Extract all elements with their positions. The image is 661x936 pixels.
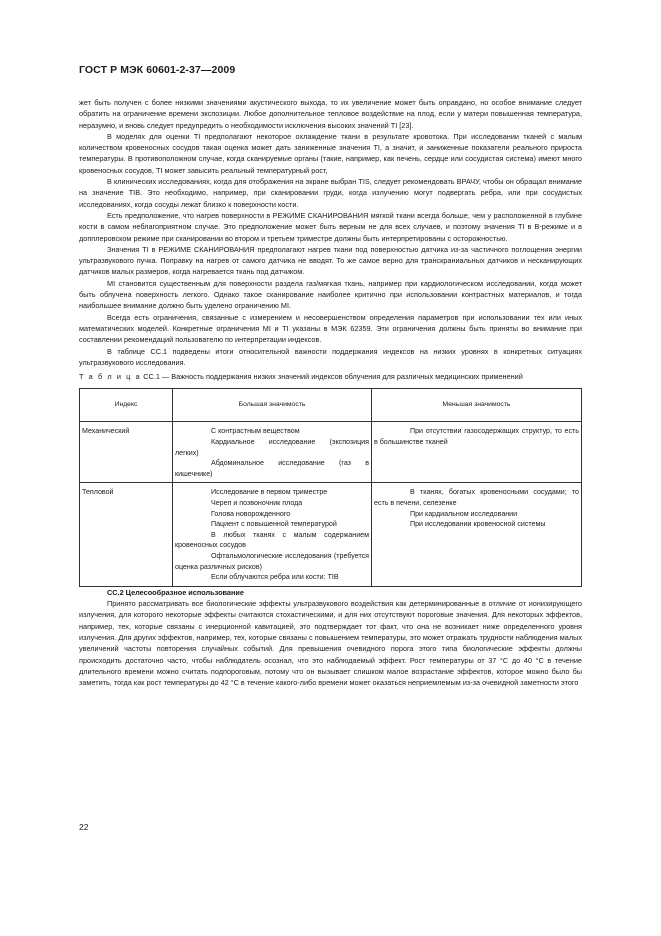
body-paragraph: В клинических исследованиях, когда для отображения на экране выбран TIS, следует рекомендовать ВРАЧУ, чтобы он обращал внимание на значение TIB. Это необходимо, например, при сканировании груди, когда излучению могут подвергать ребра, или при сосудистых исследованиях, когда сосуды лежат близко к поверхности кости. bbox=[79, 177, 582, 209]
table-caption bbox=[79, 371, 582, 382]
document-body bbox=[79, 97, 582, 688]
table-cell-item: Офтальмологические исследования (требуется оценка различных рисков) bbox=[175, 551, 369, 571]
page-number: 22 bbox=[79, 822, 89, 832]
body-paragraph: Есть предположение, что нагрев поверхности в РЕЖИМЕ СКАНИРОВАНИЯ мягкой ткани всегда больше, чем у расположенной в глубине кости в самом неблагоприятном случае. Это предположение может быть верным не для всех случаев, и поэтому значения TI в В-режиме и в допплеровском режиме при сканировании во втором и третьем триместре должны быть интерпретированы с осторожностью. bbox=[79, 210, 582, 243]
table-cell-index: Тепловой bbox=[80, 483, 173, 586]
table-cell-item: Абдоминальное исследование (газ в кишечнике) bbox=[175, 459, 369, 478]
importance-table bbox=[79, 388, 582, 586]
body-paragraph: Всегда есть ограничения, связанные с измерением и несовершенством определения параметров при использовании тех или иных математических моделей. Конкретные ограничения MI и TI указаны в МЭК 62359. Эти ограничения должны быть приняты во внимание при составлении рекомендаций пользователю по интерпретации индексов. bbox=[79, 312, 582, 345]
table-cell-item: В тканях, богатых кровеносными сосудами; то есть в печени, селезенке bbox=[374, 488, 579, 507]
table-cell-high bbox=[173, 483, 372, 586]
table-header-high: Большая значимость bbox=[173, 389, 372, 422]
body-paragraph: В моделях для оценки TI предполагают некоторое охлаждение ткани в результате кровотока. При исследовании тканей с малым количеством кровеносных сосудов такая оценка может дать заниженные значения TI, а значит, и заниженные показатели реального прироста температуры. В противоположном случае, когда сканируемые органы (такие, например, как печень, сердце или сосудистая система) имеют много кровеносных сосудов, TI может завысить реальный температурный рост, bbox=[79, 131, 582, 175]
section-title: СС.2 Целесообразное использование bbox=[107, 587, 244, 597]
table-body bbox=[80, 422, 582, 586]
table-cell-item: При кардиальном исследовании bbox=[410, 509, 518, 518]
table-cell-item: С контрастным веществом bbox=[211, 427, 300, 436]
table-cell-item: Исследование в первом триместре bbox=[211, 488, 328, 497]
document-header: ГОСТ Р МЭК 60601-2-37—2009 bbox=[79, 64, 236, 76]
body-paragraph: Значения TI в РЕЖИМЕ СКАНИРОВАНИЯ предполагают нагрев ткани под поверхностью датчика из-за частичного поглощения энергии ультразвукового пучка. Поправку на нагрев от самого датчика не вводят. То же самое верно для транскраниальных датчиков и несканирующих датчиков малых размеров, когда нагревается ткань под датчиком. bbox=[79, 244, 582, 277]
table-cell-item: Голова новорожденного bbox=[211, 509, 291, 518]
table-cell-low bbox=[372, 422, 582, 483]
table-header-row bbox=[80, 389, 582, 422]
paragraph-list bbox=[79, 97, 582, 368]
table-cell-high bbox=[173, 422, 372, 483]
body-paragraph: MI становится существенным для поверхности раздела газ/мягкая ткань, например при кардиологическом исследовании, когда может быть облучена поверхность легкого. Однако такое сканирование наиболее критично при использовании контрастных материалов, и тогда наибольшее внимание должно быть уделено ограничению MI. bbox=[79, 278, 582, 311]
table-cell-index: Механический bbox=[80, 422, 173, 483]
table-header-low: Меньшая значимость bbox=[372, 389, 582, 422]
body-paragraph: В таблице СС.1 подведены итоги относительной важности поддержания индексов на низких уровнях в конкретных ситуациях ультразвукового исследования. bbox=[79, 346, 582, 367]
body-paragraph: жет быть получен с более низкими значениями акустического выхода, то их увеличение может быть оправдано, но особое внимание следует обратить на ограничение времени экспозиции. Любое дополнительное тепловое воздействие на плод, если у матери повышенная температура, неразумно, и вновь следует предупредить о необходимости исключения высоких значений TI [23]. bbox=[79, 98, 582, 130]
table-cell-item: При исследовании кровеносной системы bbox=[410, 520, 546, 529]
table-caption-label: Т а б л и ц а bbox=[79, 372, 142, 382]
table-cell-item: Пациент с повышенной температурой bbox=[211, 520, 337, 529]
section-paragraph: Принято рассматривать все биологические эффекты ультразвукового воздействия как детерминированные в отличие от ионизирующего излучения, для которого некоторые эффекты считаются стохастическими, и для них отсутствуют пороговые значения. Для некоторых эффектов, например, тех, которые связаны с инерционной кавитацией, это подтверждает тот факт, что она не возникает ниже определенного уровня излучения. Для других эффектов, например, тех, которые связаны с повышением температуры, это может отражать трудности наблюдения малых увеличений частоты повторения случайных событий. Для превышения очевидного порога этого типа биологические эффекты должны происходить достаточно часто, чтобы наблюдатель осознал, что это наблюдаемый эффект. Рост температуры от 37 °С до 40 °С в течение длительного времени можно считать подпороговым, потому что он вызывает слишком малое возрастание эффектов, которое можно было бы заметить, тогда как рост температуры до 42 °С в течение какого-либо времени может оказаться неприемлемым из-за очевидной заметности этого bbox=[79, 599, 582, 688]
table-cell-item: Череп и позвоночник плода bbox=[211, 498, 303, 507]
table-header-index: Индекс bbox=[80, 389, 173, 422]
table-caption-text: СС.1 — Важность поддержания низких значений индексов облучения для различных медицинских применений bbox=[143, 372, 523, 382]
table-cell-item: Если облучаются ребра или кости: TIB bbox=[211, 573, 339, 582]
table-cell-low bbox=[372, 483, 582, 586]
table-cell-item: Кардиальное исследование (экспозиция легких) bbox=[175, 438, 369, 457]
table-row bbox=[80, 483, 582, 586]
table-cell-item: В любых тканях с малым содержанием кровеносных сосудов bbox=[175, 530, 369, 550]
table-cell-item: При отсутствии газосодержащих структур, то есть в большинстве тканей bbox=[374, 427, 579, 447]
table-row bbox=[80, 422, 582, 483]
